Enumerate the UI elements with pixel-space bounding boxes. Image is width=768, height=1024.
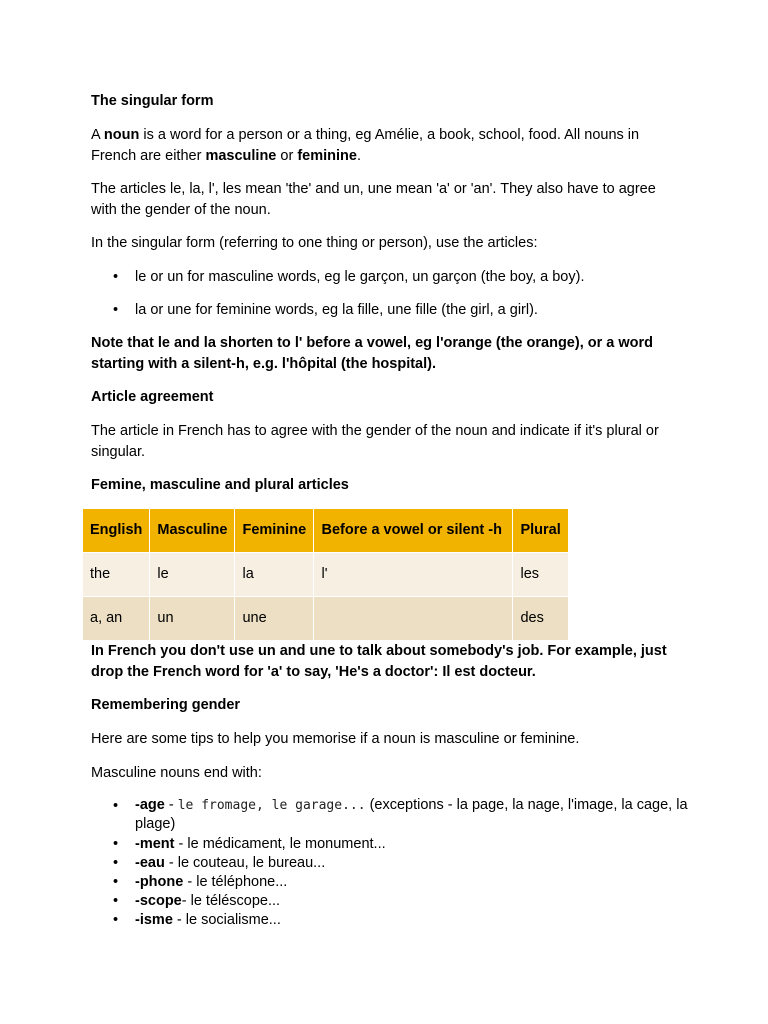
examples: le fromage, le garage... <box>177 798 366 813</box>
table-row <box>83 597 568 641</box>
table-cell: les <box>513 553 568 597</box>
table-cell <box>314 597 513 641</box>
header-feminine: Feminine <box>235 509 314 553</box>
bullet-masculine: le or un for masculine words, eg le garçon, un garçon (the boy, a boy). <box>135 269 585 285</box>
table-cell: l' <box>314 553 513 597</box>
separator: - <box>164 855 178 871</box>
paragraph-noun-definition <box>91 125 681 167</box>
heading-singular-form: The singular form <box>91 93 214 109</box>
table-cell: the <box>83 553 150 597</box>
term-masculine: masculine <box>205 148 277 164</box>
ending-isme <box>135 910 695 931</box>
separator: - <box>181 893 191 909</box>
table-cell: la <box>235 553 314 597</box>
suffix: -ment <box>135 836 175 852</box>
suffix: -age <box>135 797 165 813</box>
header-masculine: Masculine <box>150 509 235 553</box>
examples: le socialisme... <box>185 912 281 928</box>
ending-scope <box>135 891 695 912</box>
articles-table <box>83 509 569 641</box>
suffix: -phone <box>135 874 184 890</box>
bullet-marker: • <box>113 874 119 890</box>
exceptions: (exceptions - la page, la nage, l'image, la cage, la plage) <box>135 797 688 832</box>
paragraph-masculine-endings: Masculine nouns end with: <box>91 765 262 781</box>
examples: le couteau, le bureau... <box>177 855 326 871</box>
bullet-marker: • <box>113 836 119 852</box>
bullet-marker: • <box>113 798 119 814</box>
table-row <box>83 553 568 597</box>
table-cell: un <box>150 597 235 641</box>
suffix: -scope <box>135 893 182 909</box>
paragraph-tips: Here are some tips to help you memorise if a noun is masculine or feminine. <box>91 731 580 747</box>
ending-ment <box>135 834 695 855</box>
ending-eau <box>135 853 695 874</box>
table-cell: le <box>150 553 235 597</box>
note-shortening: Note that le and la shorten to l' before a vowel, eg l'orange (the orange), or a word starting with a silent-h, e.g. l'hôpital (the hospital). <box>91 335 654 372</box>
examples: le médicament, le monument... <box>187 836 386 852</box>
heading-remembering-gender: Remembering gender <box>91 697 241 713</box>
heading-article-agreement: Article agreement <box>91 389 214 405</box>
table-cell: des <box>513 597 568 641</box>
paragraph-agreement: The article in French has to agree with the gender of the noun and indicate if it's plural or singular. <box>91 423 659 460</box>
heading-articles-table: Femine, masculine and plural articles <box>91 477 349 493</box>
bullet-marker: • <box>113 269 119 285</box>
bullet-marker: • <box>113 855 119 871</box>
ending-age <box>135 796 695 833</box>
examples: le téléphone... <box>196 874 288 890</box>
ending-phone <box>135 872 695 893</box>
table-header-row <box>83 509 568 553</box>
table-cell: une <box>235 597 314 641</box>
text: is a word for a person or a thing, eg Amélie, a book, school, food. All nouns in French are either <box>91 127 640 164</box>
bullet-marker: • <box>113 893 119 909</box>
examples: le téléscope... <box>190 893 281 909</box>
text: A <box>91 127 104 143</box>
note-jobs: In French you don't use un and une to talk about somebody's job. For example, just drop the French word for 'a' to say, 'He's a doctor': Il est docteur. <box>91 643 667 680</box>
separator: - <box>174 836 188 852</box>
term-feminine: feminine <box>297 148 357 164</box>
separator: - <box>164 797 178 813</box>
bullet-marker: • <box>113 912 119 928</box>
table-cell: a, an <box>83 597 150 641</box>
suffix: -isme <box>135 912 173 928</box>
separator: - <box>183 874 197 890</box>
text: or <box>276 148 298 164</box>
text: . <box>356 148 361 164</box>
header-english: English <box>83 509 150 553</box>
bullet-marker: • <box>113 302 119 318</box>
suffix: -eau <box>135 855 165 871</box>
paragraph-articles: The articles le, la, l', les mean 'the' and un, une mean 'a' or 'an'. They also have to agree with the gender of the noun. <box>91 181 656 218</box>
paragraph-singular-intro: In the singular form (referring to one thing or person), use the articles: <box>91 235 538 251</box>
separator: - <box>172 912 186 928</box>
bullet-feminine: la or une for feminine words, eg la fille, une fille (the girl, a girl). <box>135 302 538 318</box>
header-plural: Plural <box>513 509 568 553</box>
term-noun: noun <box>103 127 140 143</box>
header-before-vowel: Before a vowel or silent -h <box>314 509 513 553</box>
